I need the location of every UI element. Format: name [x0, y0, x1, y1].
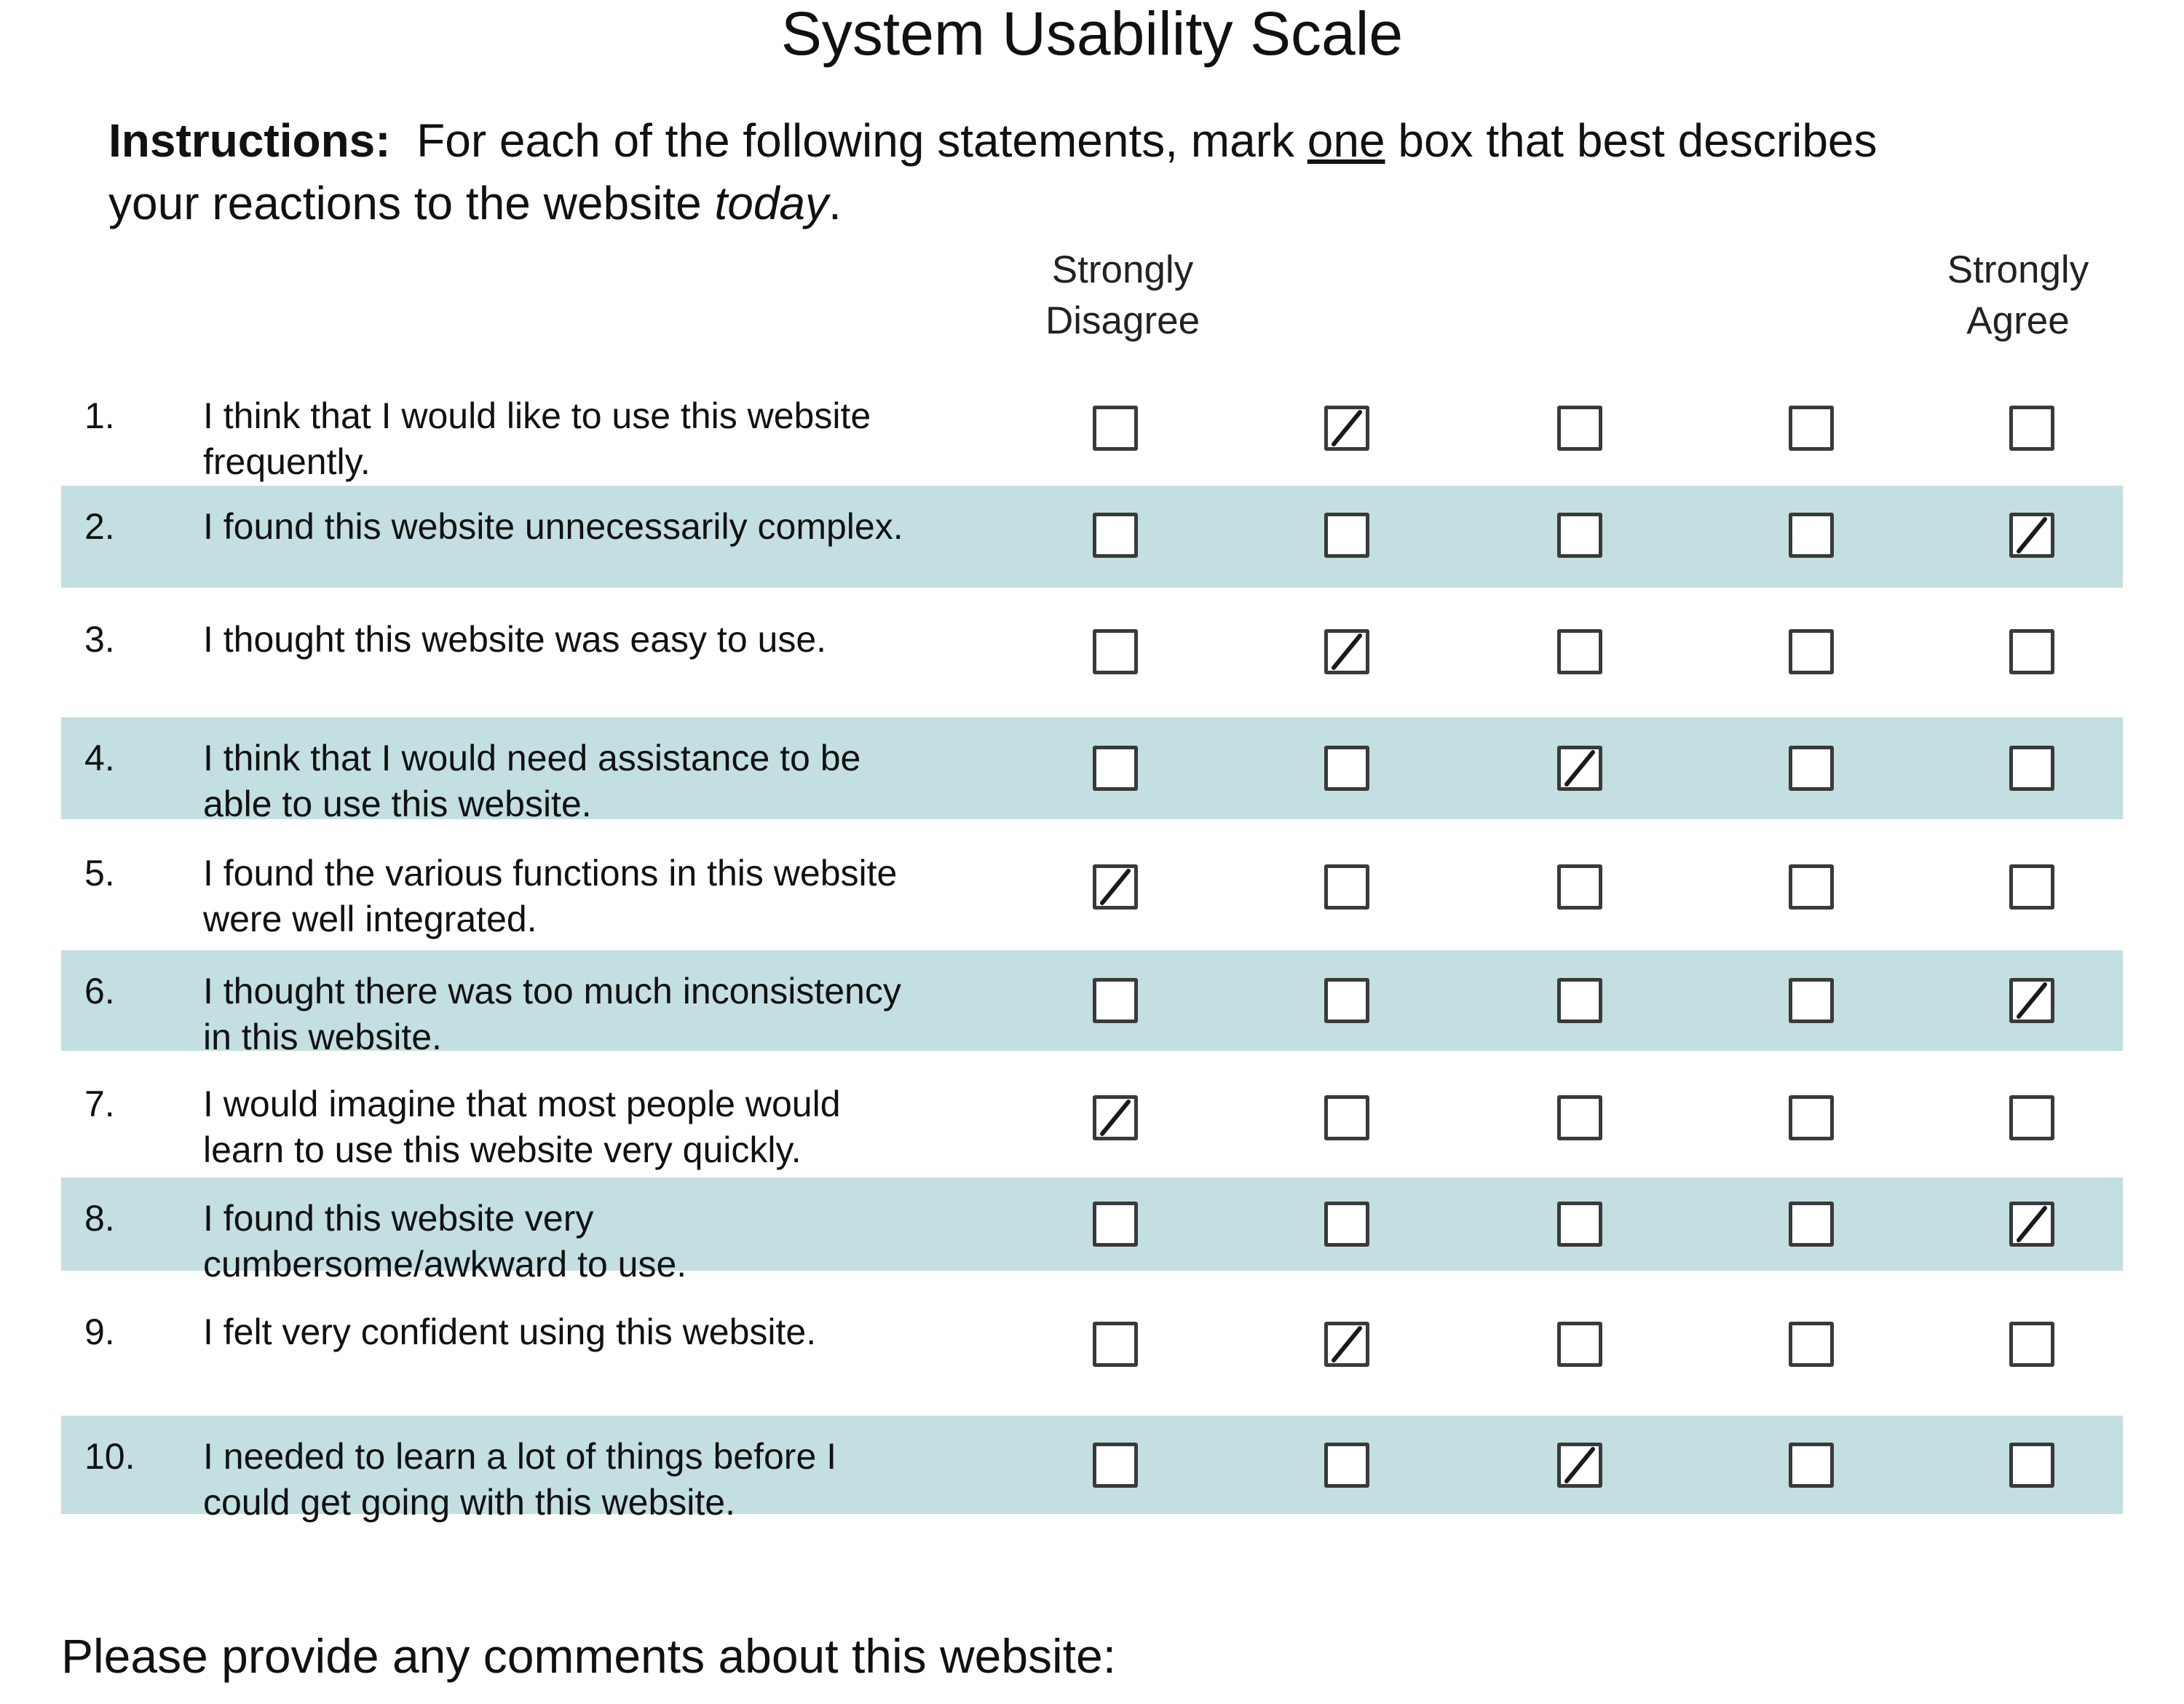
- response-checkbox-3[interactable]: [1557, 1095, 1602, 1140]
- response-checkbox-4[interactable]: [1789, 1322, 1834, 1367]
- item-statement-line: I needed to learn a lot of things before I: [203, 1436, 837, 1477]
- response-checkbox-5[interactable]: [2009, 406, 2054, 451]
- scale-label-strongly-disagree: [1021, 245, 1224, 347]
- instructions-text-after: box that best describes: [1398, 114, 1878, 167]
- item-number: 9.: [84, 1311, 115, 1352]
- scale-label-line: Strongly: [1051, 248, 1194, 291]
- response-checkbox-4[interactable]: [1789, 978, 1834, 1023]
- response-checkbox-4[interactable]: [1789, 406, 1834, 451]
- instructions-text-before: For each of the following statements, mark: [416, 114, 1294, 167]
- response-checkbox-2[interactable]: [1324, 1095, 1369, 1140]
- survey-item-4: [0, 717, 2184, 824]
- item-number: 2.: [84, 506, 115, 547]
- response-checkbox-1[interactable]: [1093, 1443, 1138, 1488]
- response-checkbox-2-checked[interactable]: [1324, 406, 1369, 451]
- instructions-label: Instructions:: [108, 114, 391, 167]
- item-number: 7.: [84, 1084, 115, 1124]
- survey-item-3: [0, 599, 2184, 708]
- response-checkbox-1[interactable]: [1093, 978, 1138, 1023]
- response-checkbox-4[interactable]: [1789, 1095, 1834, 1140]
- response-checkbox-3[interactable]: [1557, 1322, 1602, 1367]
- response-checkbox-2-checked[interactable]: [1324, 629, 1369, 674]
- response-checkbox-2[interactable]: [1324, 978, 1369, 1023]
- item-statement-line: in this website.: [203, 1017, 442, 1057]
- scale-label-line: Agree: [1966, 299, 2070, 342]
- survey-item-1: [0, 375, 2184, 481]
- response-checkbox-3[interactable]: [1557, 406, 1602, 451]
- response-checkbox-3[interactable]: [1557, 1202, 1602, 1247]
- response-checkbox-5[interactable]: [2009, 746, 2054, 791]
- scale-label-strongly-agree: [1916, 245, 2120, 347]
- response-checkbox-3-checked[interactable]: [1557, 746, 1602, 791]
- response-checkbox-4[interactable]: [1789, 513, 1834, 558]
- response-checkbox-1-checked[interactable]: [1093, 1095, 1138, 1140]
- survey-item-9: [0, 1291, 2184, 1400]
- instructions-line2-end: .: [828, 177, 842, 229]
- item-statement: [203, 851, 975, 942]
- instructions-emphasis: one: [1307, 114, 1385, 167]
- check-slash-icon: [2009, 1202, 2054, 1247]
- item-number: 3.: [84, 619, 115, 660]
- page-title: System Usability Scale: [780, 0, 1404, 68]
- item-statement: [203, 735, 975, 827]
- item-statement: [203, 393, 975, 485]
- check-slash-icon: [1093, 864, 1138, 910]
- response-checkbox-2-checked[interactable]: [1324, 1322, 1369, 1367]
- item-statement: [203, 504, 975, 550]
- survey-item-2: [0, 486, 2184, 588]
- item-statement-line: I found the various functions in this website: [203, 853, 898, 894]
- item-statement: [203, 617, 975, 663]
- check-slash-icon: [2009, 978, 2054, 1023]
- item-statement-line: I would imagine that most people would: [203, 1084, 841, 1124]
- response-checkbox-3-checked[interactable]: [1557, 1443, 1602, 1488]
- item-statement-line: I thought this website was easy to use.: [203, 619, 827, 660]
- response-checkbox-2[interactable]: [1324, 746, 1369, 791]
- item-statement-line: I found this website unnecessarily complex.: [203, 506, 903, 547]
- response-checkbox-1-checked[interactable]: [1093, 864, 1138, 910]
- check-slash-icon: [1324, 406, 1369, 451]
- response-checkbox-3[interactable]: [1557, 513, 1602, 558]
- response-checkbox-1[interactable]: [1093, 746, 1138, 791]
- response-checkbox-4[interactable]: [1789, 629, 1834, 674]
- item-statement-line: I think that I would like to use this website: [203, 395, 871, 436]
- response-checkbox-2[interactable]: [1324, 1443, 1369, 1488]
- instructions: [108, 109, 2103, 234]
- survey-item-6: [0, 950, 2184, 1057]
- survey-item-5: [0, 832, 2184, 942]
- item-number: 4.: [84, 738, 115, 778]
- item-statement-line: able to use this website.: [203, 784, 592, 824]
- check-slash-icon: [1324, 629, 1369, 674]
- instructions-line2: your reactions to the website: [108, 177, 702, 229]
- item-statement-line: I found this website very: [203, 1198, 594, 1239]
- check-slash-icon: [1557, 746, 1602, 791]
- check-slash-icon: [1557, 1443, 1602, 1488]
- survey-item-8: [0, 1178, 2184, 1285]
- check-slash-icon: [2009, 513, 2054, 558]
- response-checkbox-2[interactable]: [1324, 1202, 1369, 1247]
- scale-label-line: Disagree: [1045, 299, 1200, 342]
- response-checkbox-3[interactable]: [1557, 978, 1602, 1023]
- item-statement-line: could get going with this website.: [203, 1482, 735, 1523]
- comments-prompt: Please provide any comments about this website:: [61, 1629, 1117, 1683]
- item-number: 1.: [84, 395, 115, 436]
- item-statement-line: were well integrated.: [203, 899, 537, 939]
- response-checkbox-2[interactable]: [1324, 513, 1369, 558]
- response-checkbox-4[interactable]: [1789, 1443, 1834, 1488]
- item-statement-line: learn to use this website very quickly.: [203, 1129, 802, 1170]
- response-checkbox-5-checked[interactable]: [2009, 978, 2054, 1023]
- survey-item-7: [0, 1063, 2184, 1172]
- response-checkbox-5[interactable]: [2009, 629, 2054, 674]
- item-statement-line: cumbersome/awkward to use.: [203, 1244, 687, 1285]
- item-statement-line: I felt very confident using this website.: [203, 1311, 817, 1352]
- check-slash-icon: [1324, 1322, 1369, 1367]
- item-statement: [203, 969, 975, 1060]
- item-statement: [203, 1196, 975, 1287]
- item-statement: [203, 1434, 975, 1526]
- item-statement-line: I think that I would need assistance to be: [203, 738, 861, 778]
- item-number: 10.: [84, 1436, 135, 1477]
- item-number: 5.: [84, 853, 115, 894]
- response-checkbox-1[interactable]: [1093, 1202, 1138, 1247]
- response-checkbox-5[interactable]: [2009, 864, 2054, 910]
- item-statement-line: frequently.: [203, 441, 371, 482]
- scale-label-line: Strongly: [1947, 248, 2089, 291]
- response-checkbox-5-checked[interactable]: [2009, 513, 2054, 558]
- response-checkbox-4[interactable]: [1789, 1202, 1834, 1247]
- response-checkbox-1[interactable]: [1093, 1322, 1138, 1367]
- item-number: 6.: [84, 971, 115, 1011]
- item-statement: [203, 1081, 975, 1173]
- response-checkbox-5[interactable]: [2009, 1095, 2054, 1140]
- response-checkbox-3[interactable]: [1557, 864, 1602, 910]
- check-slash-icon: [1093, 1095, 1138, 1140]
- response-checkbox-5[interactable]: [2009, 1443, 2054, 1488]
- response-checkbox-3[interactable]: [1557, 629, 1602, 674]
- item-statement-line: I thought there was too much inconsistency: [203, 971, 901, 1011]
- response-checkbox-2[interactable]: [1324, 864, 1369, 910]
- item-number: 8.: [84, 1198, 115, 1239]
- survey-item-10: [0, 1416, 2184, 1523]
- response-checkbox-4[interactable]: [1789, 746, 1834, 791]
- response-checkbox-1[interactable]: [1093, 513, 1138, 558]
- response-checkbox-1[interactable]: [1093, 629, 1138, 674]
- response-checkbox-1[interactable]: [1093, 406, 1138, 451]
- response-checkbox-4[interactable]: [1789, 864, 1834, 910]
- item-statement: [203, 1309, 975, 1355]
- response-checkbox-5-checked[interactable]: [2009, 1202, 2054, 1247]
- response-checkbox-5[interactable]: [2009, 1322, 2054, 1367]
- instructions-today: today: [714, 177, 828, 229]
